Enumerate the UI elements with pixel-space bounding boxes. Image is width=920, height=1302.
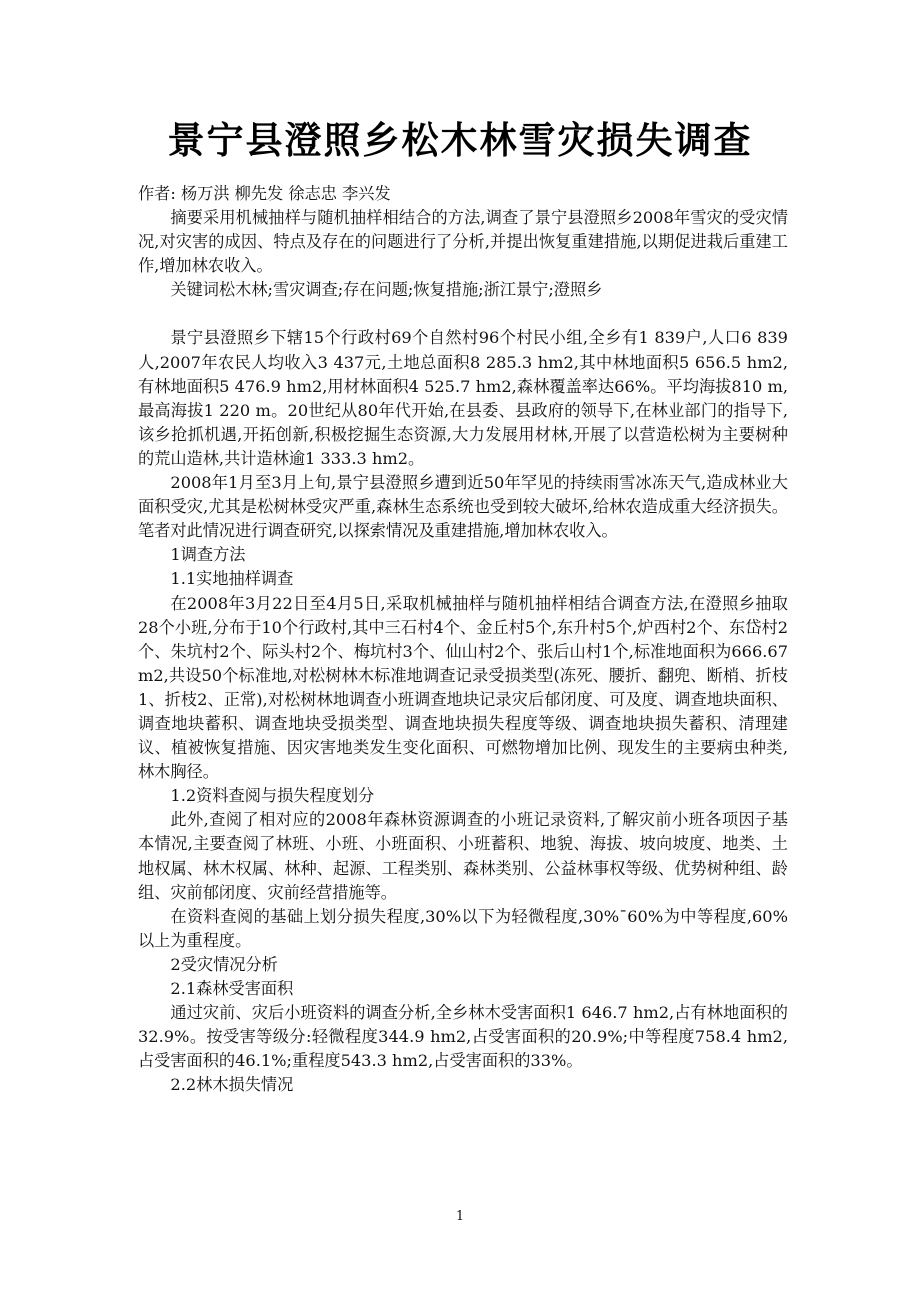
keywords-paragraph: 关键词松木林;雪灾调查;存在问题;恢复措施;浙江景宁;澄照乡 (170, 280, 603, 300)
intro-paragraph-2: 2008年1月至3月上旬,景宁县澄照乡遭到近50年罕见的持续雨雪冰冻天气,造成林业大面积受灾,尤其是松树林受灾严重,森林生态系统也受到较大破坏,给林农造成重大经济损失。笔者对此情况进行调查研究,以探索情况及重建措施,增加林农收入。 (138, 473, 788, 541)
section-heading-1: 1调查方法 (170, 545, 246, 565)
paragraph-1-1: 在2008年3月22日至4月5日,采取机械抽样与随机抽样相结合调查方法,在澄照乡抽取28个小班,分布于10个行政村,其中三石村4个、金丘村5个,东升村5个,炉西村2个、东岱村2个、朱坑村2个、际头村2个、梅坑村3个、仙山村2个、张后山村1个,标准地面积为666.67 m2,共设50个标准地,对松树林木标准地调查记录受损类型(冻死、腰折、翻兜、断梢、折枝1、折枝2、正常),对松树林地调查小班调查地块记录灾后郁闭度、可及度、调查地块面积、调查地块蓄积、调查地块受损类型、调查地块损失程度等级、调查地块损失蓄积、清理建议、植被恢复措施、因灾害地类发生变化面积、可燃物增加比例、现发生的主要病虫种类,林木胸径。 (138, 593, 788, 782)
abstract-paragraph: 摘要采用机械抽样与随机抽样相结合的方法,调查了景宁县澄照乡2008年雪灾的受灾情况,对灾害的成因、特点及存在的问题进行了分析,并提出恢复重建措施,以期促进栽后重建工作,增加林农收入。 (138, 208, 788, 276)
paragraph-1-2b: 在资料查阅的基础上划分损失程度,30%以下为轻微程度,30%¯60%为中等程度,60%以上为重程度。 (138, 906, 788, 950)
subsection-heading-2-2: 2.2林木损失情况 (170, 1075, 294, 1095)
subsection-heading-2-1: 2.1森林受害面积 (170, 979, 294, 998)
intro-paragraph-1: 景宁县澄照乡下辖15个行政村69个自然村96个村民小组,全乡有1 839户,人口6 839人,2007年农民人均收入3 437元,土地总面积8 285.3 hm2,其中林地面积5 656.5 hm2,有林地面积5 476.9 hm2,用材林面积4 525.7 hm2,森林覆盖率达66%。平均海拔810 m,最高海拔1 220 m。20世纪从80年代开始,在县委、县政府的领导下,在林业部门的指导下,该乡抢抓机遇,开拓创新,积极挖掘生态资源,大力发展用材林,开展了以营造松树为主要树种的荒山造林,共计造林逾1 333.3 hm2。 (138, 328, 788, 468)
document-title: 景宁县澄照乡松木林雪灾损失调查 (167, 119, 753, 162)
subsection-heading-1-1: 1.1实地抽样调查 (170, 569, 294, 589)
spacer (138, 302, 788, 326)
paragraph-1-2a: 此外,查阅了相对应的2008年森林资源调查的小班记录资料,了解灾前小班各项因子基本情况,主要查阅了林班、小班、小班面积、小班蓄积、地貌、海拔、坡向坡度、地类、土地权属、林木权属、林种、起源、工程类别、森林类别、公益林事权等级、优势树种组、龄组、灾前郁闭度、灾前经营措施等。 (138, 810, 788, 902)
paragraph-2-1: 通过灾前、灾后小班资料的调查分析,全乡林木受害面积1 646.7 hm2,占有林地面积的32.9%。按受害等级分:轻微程度344.9 hm2,占受害面积的20.9%;中等程度758.4 hm2,占受害面积的46.1%;重程度543.3 hm2,占受害面积的33%。 (138, 1003, 788, 1071)
authors-line: 作者: 杨万洪 柳先发 徐志忠 李兴发 (138, 184, 391, 203)
document-body (138, 182, 788, 1097)
subsection-heading-1-2: 1.2资料查阅与损失程度划分 (170, 786, 375, 806)
page-number: 1 (455, 1209, 465, 1224)
section-heading-2: 2受灾情况分析 (170, 954, 278, 974)
